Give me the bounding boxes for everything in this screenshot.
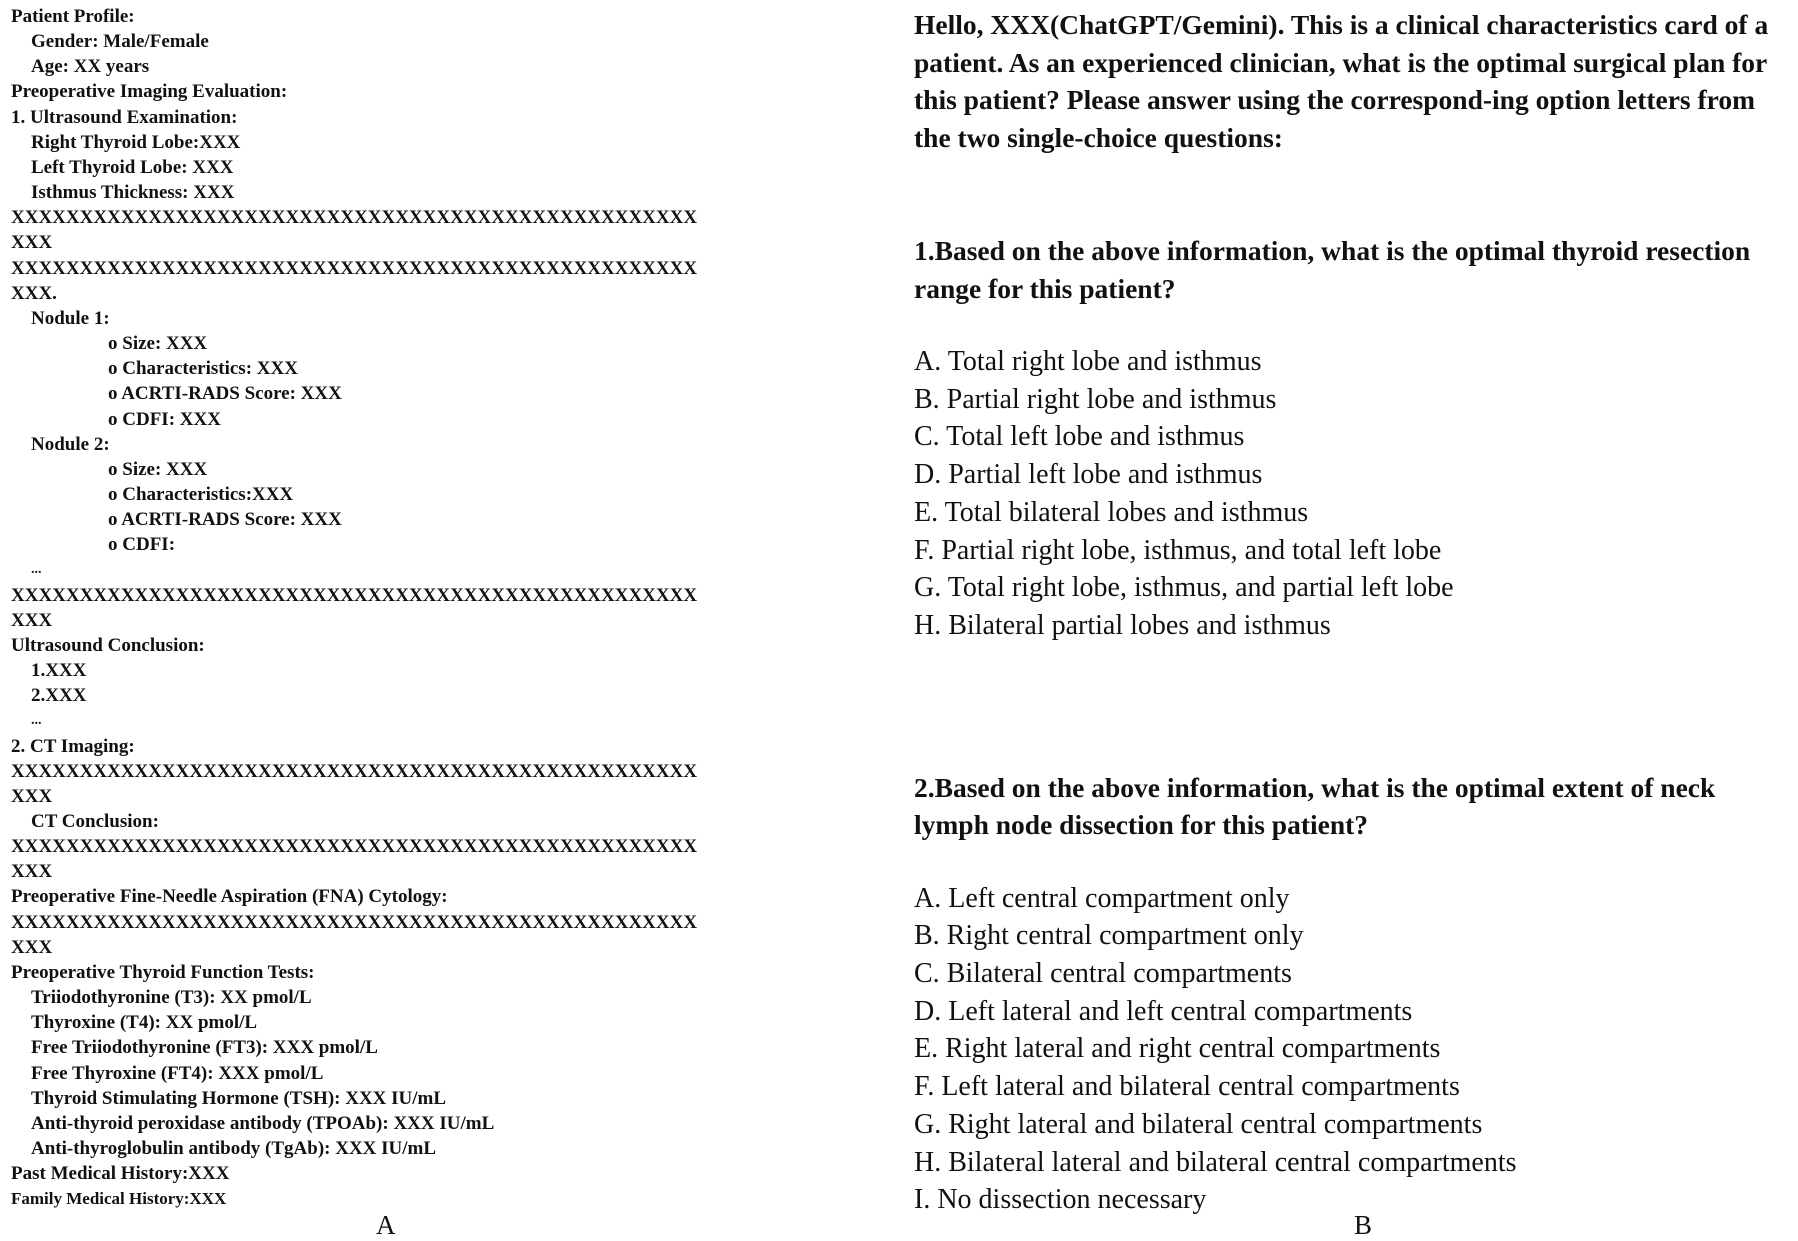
panel-b-caption: B: [1354, 1210, 1373, 1240]
card-line: XXX: [11, 232, 53, 254]
card-line: XXX.: [11, 282, 57, 304]
question-1-text: 1.Based on the above information, what is the optimal thyroid resection range for this patient?: [914, 235, 1751, 304]
card-line: Isthmus Thickness: XXX: [31, 182, 235, 204]
card-line: Preoperative Fine-Needle Aspiration (FNA) Cytology:: [11, 886, 448, 908]
question-1-options: [914, 343, 1794, 645]
answer-option: B. Partial right lobe and isthmus: [914, 383, 1277, 415]
card-line: Thyroid Stimulating Hormone (TSH): XXX IU/mL: [31, 1087, 447, 1109]
card-line: o Characteristics:XXX: [108, 483, 294, 505]
patient-card-panel: [11, 4, 771, 1212]
card-line: Nodule 1:: [31, 307, 110, 329]
answer-option: D. Partial left lobe and isthmus: [914, 459, 1263, 491]
answer-option: F. Partial right lobe, isthmus, and total left lobe: [914, 534, 1442, 566]
card-line: XXXXXXXXXXXXXXXXXXXXXXXXXXXXXXXXXXXXXXXXXXXXXXXXXX: [11, 911, 698, 933]
card-line: Gender: Male/Female: [31, 31, 209, 53]
answer-option: D. Left lateral and left central compartments: [914, 995, 1413, 1027]
answer-option: E. Total bilateral lobes and isthmus: [914, 496, 1309, 528]
answer-option: I. No dissection necessary: [914, 1184, 1207, 1216]
card-line: XXXXXXXXXXXXXXXXXXXXXXXXXXXXXXXXXXXXXXXXXXXXXXXXXX: [11, 584, 698, 606]
card-line: XXX: [11, 609, 53, 631]
card-line: Age: XX years: [31, 56, 150, 78]
card-line: 1. Ultrasound Examination:: [11, 106, 238, 128]
card-line: Free Triiodothyronine (FT3): XXX pmol/L: [31, 1037, 378, 1059]
answer-option: C. Total left lobe and isthmus: [914, 421, 1245, 453]
answer-option: H. Bilateral lateral and bilateral central compartments: [914, 1146, 1517, 1178]
card-line: Thyroxine (T4): XX pmol/L: [31, 1012, 258, 1034]
card-line: o Size: XXX: [108, 333, 208, 355]
question-2-text: 2.Based on the above information, what is the optimal extent of neck lymph node dissection for this patient?: [914, 771, 1716, 841]
card-line: o CDFI:: [108, 534, 176, 556]
card-line: 1.XXX: [31, 660, 87, 682]
card-line: Anti-thyroid peroxidase antibody (TPOAb): XXX IU/mL: [31, 1112, 495, 1134]
answer-option: E. Right lateral and right central compartments: [914, 1033, 1441, 1065]
card-line: Anti-thyroglobulin antibody (TgAb): XXX IU/mL: [31, 1138, 437, 1160]
card-line: o ACRTI-RADS Score: XXX: [108, 509, 342, 531]
card-line: 2.XXX: [31, 685, 87, 707]
card-line: Past Medical History:XXX: [11, 1163, 230, 1185]
panel-a-caption: A: [376, 1210, 396, 1240]
card-line: 2. CT Imaging:: [11, 735, 135, 757]
question-2-options: [914, 880, 1794, 1219]
card-line: o Characteristics: XXX: [108, 358, 298, 380]
card-line: Ultrasound Conclusion:: [11, 634, 205, 656]
prompt-intro: Hello, XXX(ChatGPT/Gemini). This is a clinical characteristics card of a patient. As an experienced clinician, what is the optimal surgical plan for this patient? Please answer using the correspond-ing option letters from the two single-choice questions:: [914, 9, 1769, 153]
answer-option: B. Right central compartment only: [914, 920, 1304, 952]
card-line: o ACRTI-RADS Score: XXX: [108, 383, 342, 405]
card-line: ...: [31, 713, 42, 729]
card-line: Left Thyroid Lobe: XXX: [31, 156, 234, 178]
card-line: Preoperative Thyroid Function Tests:: [11, 961, 315, 983]
card-line: Triiodothyronine (T3): XX pmol/L: [31, 987, 312, 1009]
card-line: XXX: [11, 936, 53, 958]
answer-option: H. Bilateral partial lobes and isthmus: [914, 609, 1331, 641]
card-line: XXX: [11, 785, 53, 807]
prompt-panel: [914, 6, 1794, 1219]
card-line: Free Thyroxine (FT4): XXX pmol/L: [31, 1062, 324, 1084]
card-line: Patient Profile:: [11, 6, 135, 27]
answer-option: A. Left central compartment only: [914, 882, 1290, 914]
answer-option: G. Right lateral and bilateral central compartments: [914, 1108, 1483, 1140]
card-line: Nodule 2:: [31, 433, 110, 455]
card-line: XXXXXXXXXXXXXXXXXXXXXXXXXXXXXXXXXXXXXXXXXXXXXXXXXX: [11, 207, 698, 229]
card-line: XXXXXXXXXXXXXXXXXXXXXXXXXXXXXXXXXXXXXXXXXXXXXXXXXX: [11, 257, 698, 279]
card-line: Family Medical History:XXX: [11, 1189, 227, 1209]
card-line: XXX: [11, 861, 53, 883]
card-line: Preoperative Imaging Evaluation:: [11, 81, 288, 103]
card-line: o Size: XXX: [108, 458, 208, 480]
card-line: CT Conclusion:: [31, 811, 159, 832]
card-line: o CDFI: XXX: [108, 408, 221, 430]
answer-option: G. Total right lobe, isthmus, and partial left lobe: [914, 572, 1454, 604]
answer-option: C. Bilateral central compartments: [914, 958, 1292, 990]
card-line: Right Thyroid Lobe:XXX: [31, 131, 241, 153]
card-line: XXXXXXXXXXXXXXXXXXXXXXXXXXXXXXXXXXXXXXXXXXXXXXXXXX: [11, 760, 698, 782]
card-line: XXXXXXXXXXXXXXXXXXXXXXXXXXXXXXXXXXXXXXXXXXXXXXXXXX: [11, 836, 698, 858]
card-line: ...: [31, 562, 42, 578]
answer-option: F. Left lateral and bilateral central compartments: [914, 1071, 1460, 1103]
answer-option: A. Total right lobe and isthmus: [914, 346, 1262, 377]
